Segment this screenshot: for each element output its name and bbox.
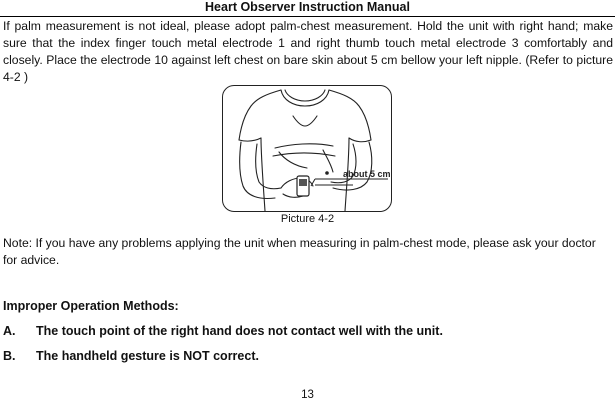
header-rule [0, 16, 615, 17]
chest-line-2 [305, 116, 317, 126]
chest-line-1 [293, 116, 305, 126]
instruction-paragraph: If palm measurement is not ideal, please adopt palm-chest measurement. Hold the unit with right hand; make sure that the index finger touch metal electrode 1 and right thumb touch metal electrode 3 comfortably and closely. Place the electrode 10 against left chest on bare skin about 5 cm bellow your left nipple. (Refer to picture 4-2 ) [3, 19, 613, 84]
left-arm-inner [256, 144, 281, 189]
device-screen [299, 179, 307, 186]
improper-item [3, 348, 259, 365]
right-shoulder-line [329, 90, 371, 140]
nipple-marker [325, 171, 329, 175]
palm-chest-illustration [222, 85, 392, 212]
shirt-fold-4 [323, 150, 333, 172]
figure-caption: Picture 4-2 [280, 213, 335, 225]
collar-inner-line [285, 90, 325, 101]
left-arm-outer [240, 142, 275, 199]
distance-label: about 5 cm [343, 169, 391, 179]
left-shoulder-line [239, 90, 281, 140]
left-sleeve-edge [239, 138, 261, 141]
right-sleeve-edge [349, 138, 371, 142]
item-text: The handheld gesture is NOT correct. [36, 349, 259, 363]
torso-left-side [261, 138, 265, 211]
advice-note: Note: If you have any problems applying the unit when measuring in palm-chest mode, please ask your doctor for advice. [3, 236, 596, 267]
collar-line [281, 90, 329, 106]
manual-title: Heart Observer Instruction Manual [205, 0, 410, 14]
improper-methods-heading: Improper Operation Methods: [3, 299, 179, 313]
page-number: 13 [301, 389, 314, 401]
improper-item [3, 323, 443, 340]
shirt-fold-1 [275, 144, 333, 148]
item-text: The touch point of the right hand does not contact well with the unit. [36, 324, 443, 338]
palm-chest-drawing [223, 86, 391, 211]
item-marker: B. [3, 349, 16, 363]
item-marker: A. [3, 324, 16, 338]
